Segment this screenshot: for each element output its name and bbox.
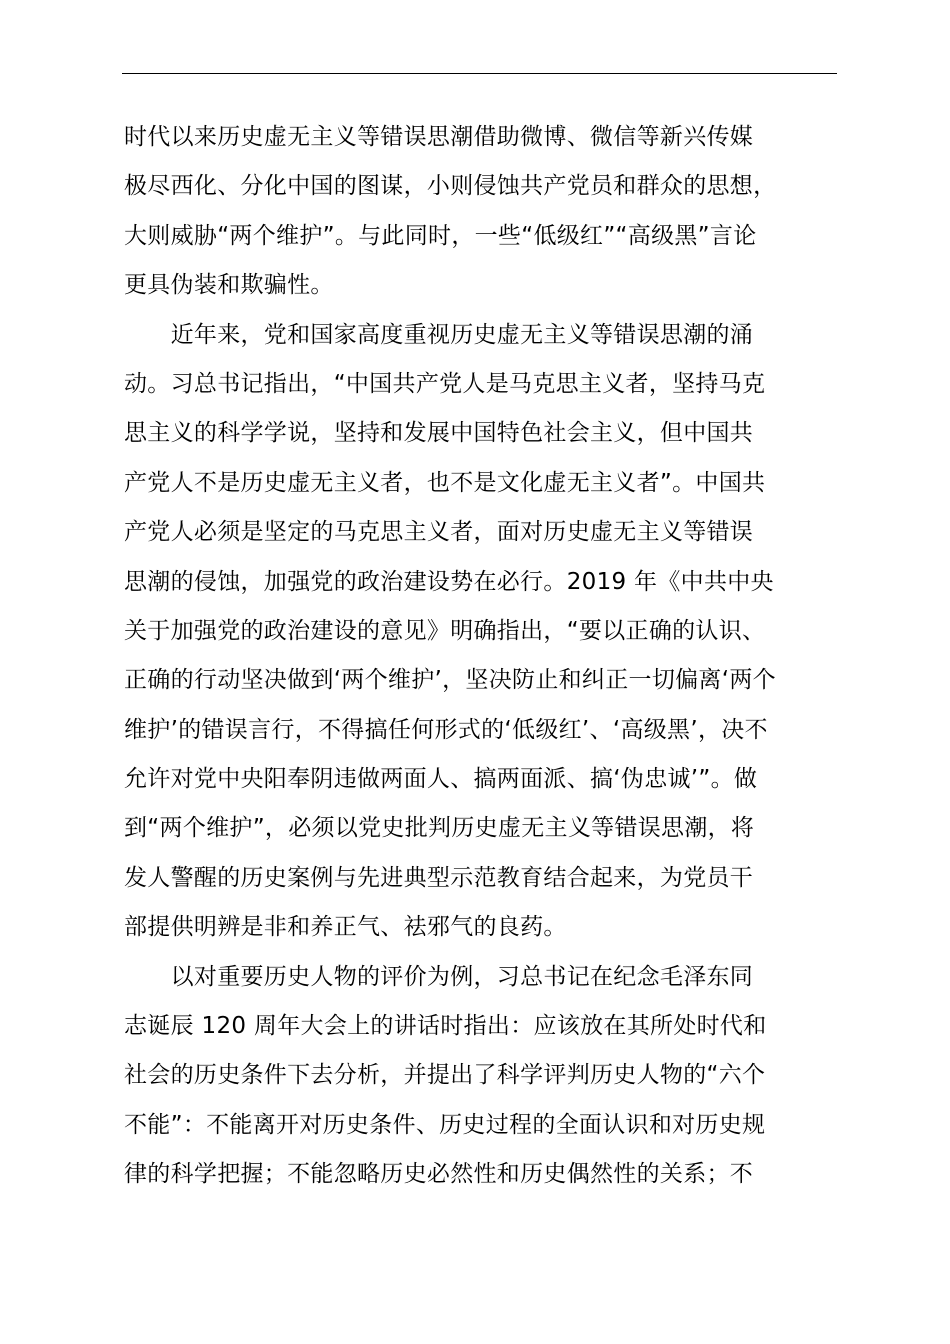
text-line: 极尽西化、分化中国的图谋，小则侵蚀共产党员和群众的思想， — [124, 173, 777, 200]
text-line: 律的科学把握；不能忽略历史必然性和历史偶然性的关系；不 — [124, 1161, 754, 1188]
text-line: 近年来，党和国家高度重视历史虚无主义等错误思潮的涌 — [124, 321, 754, 348]
text-line: 更具伪装和欺骗性。 — [124, 272, 334, 299]
text-line: 时代以来历史虚无主义等错误思潮借助微博、微信等新兴传媒 — [124, 124, 754, 150]
text-line: 思潮的侵蚀，加强党的政治建设势在必行。2019 年《中共中央 — [124, 568, 774, 595]
text-line: 维护’的错误言行，不得搞任何形式的‘低级红’、‘高级黑’，决不 — [124, 716, 768, 743]
text-line: 产党人不是历史虚无主义者，也不是文化虚无主义者”。中国共 — [124, 469, 766, 496]
text-line: 允许对党中央阳奉阴违做两面人、搞两面派、搞‘伪忠诚’”。做 — [124, 766, 758, 793]
text-line: 正确的行动坚决做到‘两个维护’，坚决防止和纠正一切偏离‘两个 — [124, 667, 776, 694]
body-text — [124, 113, 884, 1200]
text-line: 大则威胁“两个维护”。与此同时，一些“低级红”“高级黑”言论 — [124, 222, 757, 249]
text-line: 社会的历史条件下去分析，并提出了科学评判历史人物的“六个 — [124, 1062, 766, 1089]
text-line: 志诞辰 120 周年大会上的讲话时指出：应该放在其所处时代和 — [124, 1013, 767, 1040]
text-line: 发人警醒的历史案例与先进典型示范教育结合起来，为党员干 — [124, 864, 754, 891]
text-line: 产党人必须是坚定的马克思主义者，面对历史虚无主义等错误 — [124, 519, 754, 546]
text-line: 以对重要历史人物的评价为例，习总书记在纪念毛泽东同 — [124, 963, 754, 990]
text-line: 关于加强党的政治建设的意见》明确指出，“要以正确的认识、 — [124, 617, 766, 644]
text-line: 不能”：不能离开对历史条件、历史过程的全面认识和对历史规 — [124, 1111, 766, 1138]
text-line: 思主义的科学学说，坚持和发展中国特色社会主义，但中国共 — [124, 420, 754, 447]
header-rule — [122, 73, 837, 74]
text-line: 动。习总书记指出，“中国共产党人是马克思主义者，坚持马克 — [124, 370, 766, 397]
text-line: 部提供明辨是非和养正气、祛邪气的良药。 — [124, 914, 567, 941]
text-line: 到“两个维护”，必须以党史批判历史虚无主义等错误思潮，将 — [124, 815, 755, 842]
